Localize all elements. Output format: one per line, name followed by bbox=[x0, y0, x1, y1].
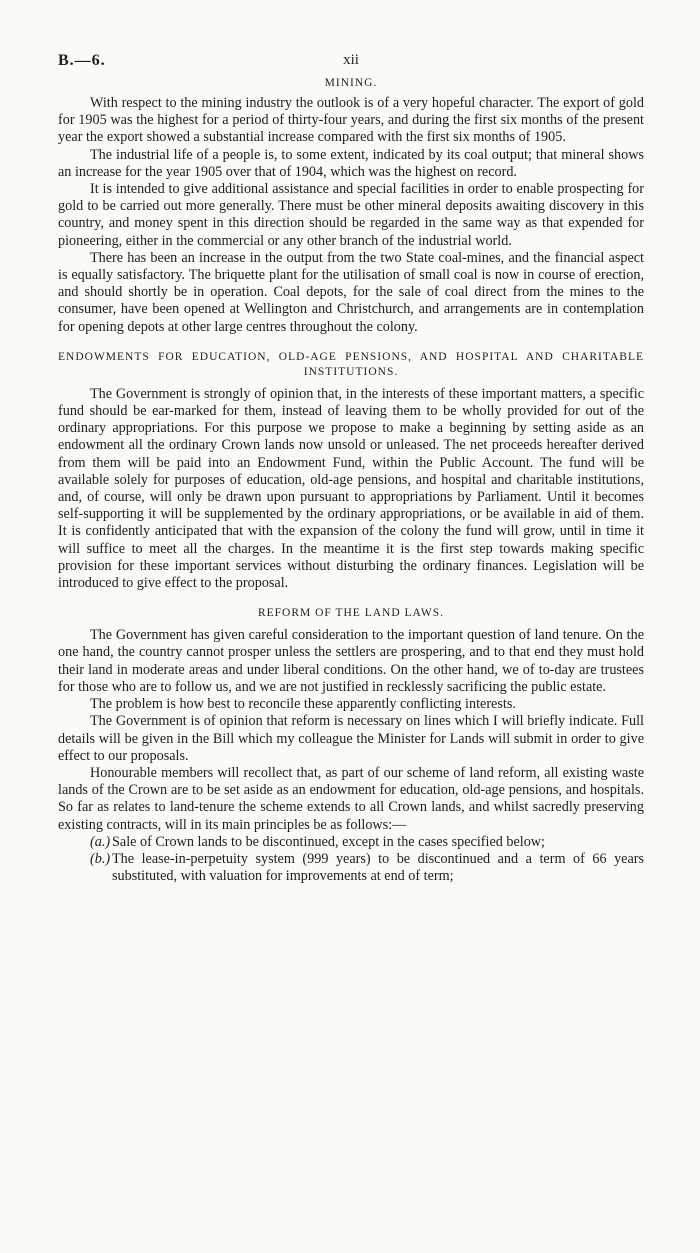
list-marker: (a.) bbox=[90, 833, 111, 850]
section-land-laws bbox=[58, 606, 644, 885]
paragraph: It is intended to give additional assistance and special facilities in order to enable prospecting for gold to be carried out more generally. There must be other mineral deposits awaiting discovery in this country, and money spent in this direction should be regarded in the same way as that expended for pioneering, either in the commercial or any other branch of the industrial world. bbox=[58, 181, 644, 249]
list-item bbox=[58, 834, 644, 851]
section-heading-mining: MINING. bbox=[324, 77, 378, 89]
paragraph: The problem is how best to reconcile these apparently conflicting interests. bbox=[90, 696, 516, 713]
paragraph: Honourable members will recollect that, as part of our scheme of land reform, all existing waste lands of the Crown are to be set aside as an endowment for education, old-age pensions, and hospitals. So far as relates to land-tenure the scheme extends to all Crown lands, and whilst sacredly preserving existing contracts, will in its main principles be as follows:— bbox=[58, 764, 644, 833]
paragraph: The industrial life of a people is, to some extent, indicated by its coal output; that mineral shows an increase for the year 1905 over that of 1904, which was the highest on record. bbox=[58, 146, 644, 180]
page-number: xii bbox=[343, 52, 359, 68]
paragraph: The Government is of opinion that reform is necessary on lines which I will briefly indicate. Full details will be given in the Bill which my colleague the Minister for Lands will submit in order to give effect to our proposals. bbox=[58, 713, 644, 764]
paragraph: The Government has given careful consideration to the important question of land tenure. On the one hand, the country cannot prosper unless the settlers are prospering, and to that end they must hold their land in moderate areas and under liberal conditions. On the other hand, we of to-day are trustees for those who are to follow us, and we are not justified in recklessly sacrificing the public estate. bbox=[58, 627, 644, 695]
document-page bbox=[0, 52, 700, 1253]
list-item-text: Sale of Crown lands to be discontinued, except in the cases specified below; bbox=[112, 833, 545, 850]
principles-list bbox=[58, 834, 644, 886]
running-header bbox=[58, 52, 644, 76]
section-mining bbox=[58, 76, 644, 336]
list-marker: (b.) bbox=[90, 850, 111, 867]
list-item-text: The lease-in-perpetuity system (999 years) to be discontinued and a term of 66 years substituted, with valuation for improvements at end of term; bbox=[112, 850, 644, 885]
document-reference: B.—6. bbox=[58, 52, 106, 69]
paragraph: There has been an increase in the output from the two State coal-mines, and the financial aspect is equally satisfactory. The briquette plant for the utilisation of small coal is now in course of erection, and should shortly be in operation. Coal depots, for the sale of coal direct from the mines to the consumer, have been opened at Wellington and Christchurch, and arrangements are in contemplation for opening depots at other large centres throughout the colony. bbox=[58, 249, 644, 335]
section-heading-land-laws: REFORM OF THE LAND LAWS. bbox=[257, 607, 445, 620]
section-endowments bbox=[58, 350, 644, 592]
list-item bbox=[58, 851, 644, 885]
paragraph: With respect to the mining industry the outlook is of a very hopeful character. The export of gold for 1905 was the highest for a period of thirty-four years, and during the first six months of the present year the export showed a substantial increase compared with the first six months of 1905. bbox=[58, 95, 644, 146]
paragraph: The Government is strongly of opinion that, in the interests of these important matters, a specific fund should be ear-marked for them, instead of leaving them to be wholly provided for out of the ordinary appropriations. For this purpose we propose to make a beginning by setting aside as an endowment all the ordinary Crown lands now unsold or unleased. The net proceeds hereafter derived from them will be paid into an Endowment Fund, within the Public Account. The fund will be available solely for purposes of education, old-age pensions, and hospital and charitable institutions, and, of course, will only be drawn upon pursuant to appropriations by Parliament. Until it becomes self-supporting it will be supplemented by the ordinary appropriations, or be available in aid of them. It is confidently anticipated that with the expansion of the colony the fund will grow, until in time it will suffice to meet all the charges. In the meantime it is the first step towards making specific provision for these important services without disturbing the ordinary finances. Legislation will be introduced to give effect to the proposal. bbox=[58, 385, 644, 592]
section-heading-endowments: ENDOWMENTS FOR EDUCATION, OLD-AGE PENSIONS, AND HOSPITAL AND CHARITABLE INSTITUTIONS. bbox=[58, 350, 644, 378]
